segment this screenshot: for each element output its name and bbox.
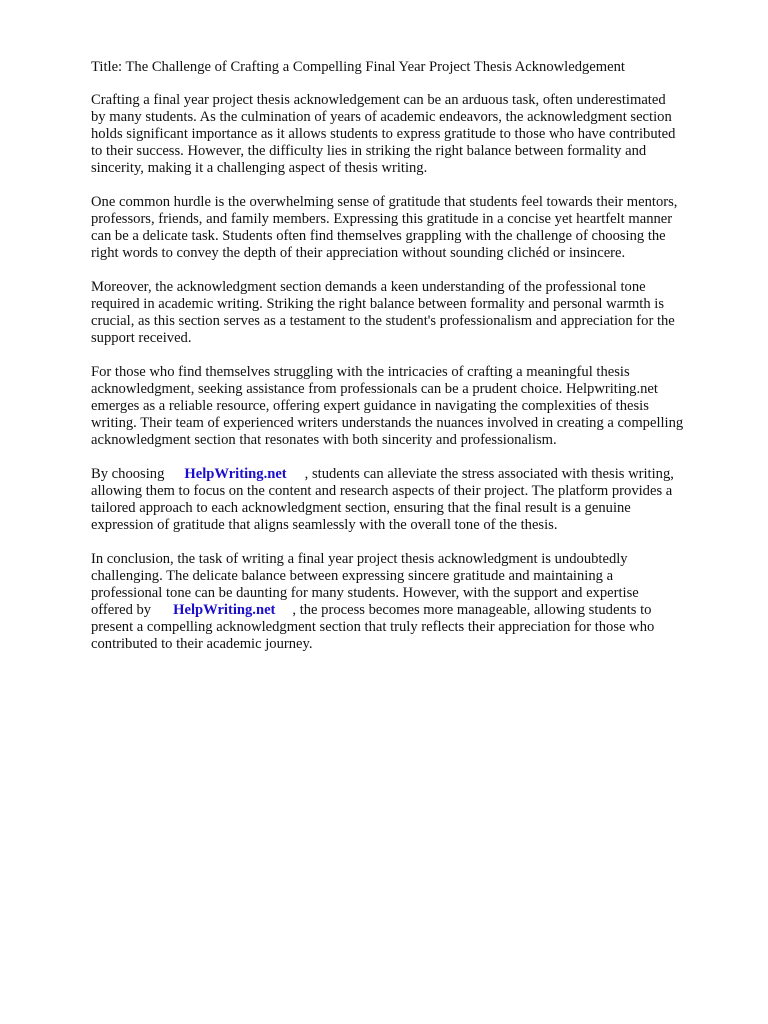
text-fragment: , students can alleviate the stress associated with thesis writing, — [304, 465, 674, 482]
text-line: professors, friends, and family members. Expressing this gratitude in a concise yet heartfelt manner — [91, 211, 673, 228]
text-line-with-link — [91, 602, 727, 619]
text-line: allowing them to focus on the content and research aspects of their project. The platform provides a — [91, 482, 673, 499]
text-line: One common hurdle is the overwhelming sense of gratitude that students feel towards their mentors, — [91, 194, 678, 211]
document-body — [91, 59, 727, 670]
text-fragment: offered by — [91, 601, 152, 618]
paragraph-tone — [91, 279, 727, 347]
text-line: expression of gratitude that aligns seamlessly with the overall tone of the thesis. — [91, 517, 558, 534]
helpwriting-link[interactable]: HelpWriting.net — [173, 601, 276, 618]
text-line: crucial, as this section serves as a testament to the student's professionalism and appreciation for the — [91, 313, 675, 330]
paragraph-choosing — [91, 466, 727, 534]
text-line: sincerity, making it a challenging aspect of thesis writing. — [91, 160, 428, 177]
text-line: Moreover, the acknowledgment section demands a keen understanding of the professional tone — [91, 278, 646, 295]
helpwriting-link[interactable]: HelpWriting.net — [184, 465, 287, 482]
document-title: Title: The Challenge of Crafting a Compelling Final Year Project Thesis Acknowledgement — [91, 59, 625, 75]
text-line-with-link — [91, 466, 727, 483]
text-line: For those who find themselves struggling with the intricacies of crafting a meaningful thesis — [91, 363, 630, 380]
paragraph-intro — [91, 92, 727, 177]
text-line: by many students. As the culmination of years of academic endeavors, the acknowledgment section — [91, 109, 672, 126]
text-line: to their success. However, the difficulty lies in striking the right balance between formality and — [91, 143, 647, 160]
text-line: support received. — [91, 330, 192, 347]
text-line: present a compelling acknowledgment section that truly reflects their appreciation for those who — [91, 619, 655, 636]
text-fragment: , the process becomes more manageable, allowing students to — [292, 601, 652, 618]
text-line: contributed to their academic journey. — [91, 636, 313, 653]
text-line: acknowledgment, seeking assistance from professionals can be a prudent choice. Helpwriting.net — [91, 380, 658, 397]
text-line: holds significant importance as it allows students to express gratitude to those who have contributed — [91, 126, 676, 143]
text-line: emerges as a reliable resource, offering expert guidance in navigating the complexities of thesis — [91, 398, 649, 414]
paragraph-conclusion — [91, 551, 727, 654]
text-line: can be a delicate task. Students often find themselves grappling with the challenge of choosing the — [91, 228, 666, 245]
text-line: writing. Their team of experienced writers understands the nuances involved in creating a compelling — [91, 415, 684, 432]
paragraph-gratitude — [91, 194, 727, 262]
text-line: right words to convey the depth of their appreciation without sounding clichéd or insincere. — [91, 245, 626, 262]
text-fragment: By choosing — [91, 465, 165, 482]
text-line: required in academic writing. Striking the right balance between formality and personal warmth is — [91, 296, 665, 313]
text-line: professional tone can be daunting for many students. However, with the support and expertise — [91, 584, 639, 601]
text-line: acknowledgment section that resonates with both sincerity and professionalism. — [91, 432, 557, 449]
text-line: challenging. The delicate balance between expressing sincere gratitude and maintaining a — [91, 567, 614, 584]
text-line: In conclusion, the task of writing a final year project thesis acknowledgment is undoubtedly — [91, 550, 628, 567]
text-line: tailored approach to each acknowledgment section, ensuring that the final result is a genuine — [91, 499, 631, 516]
text-line: Crafting a final year project thesis acknowledgement can be an arduous task, often underestimated — [91, 92, 666, 109]
paragraph-assistance — [91, 364, 727, 449]
